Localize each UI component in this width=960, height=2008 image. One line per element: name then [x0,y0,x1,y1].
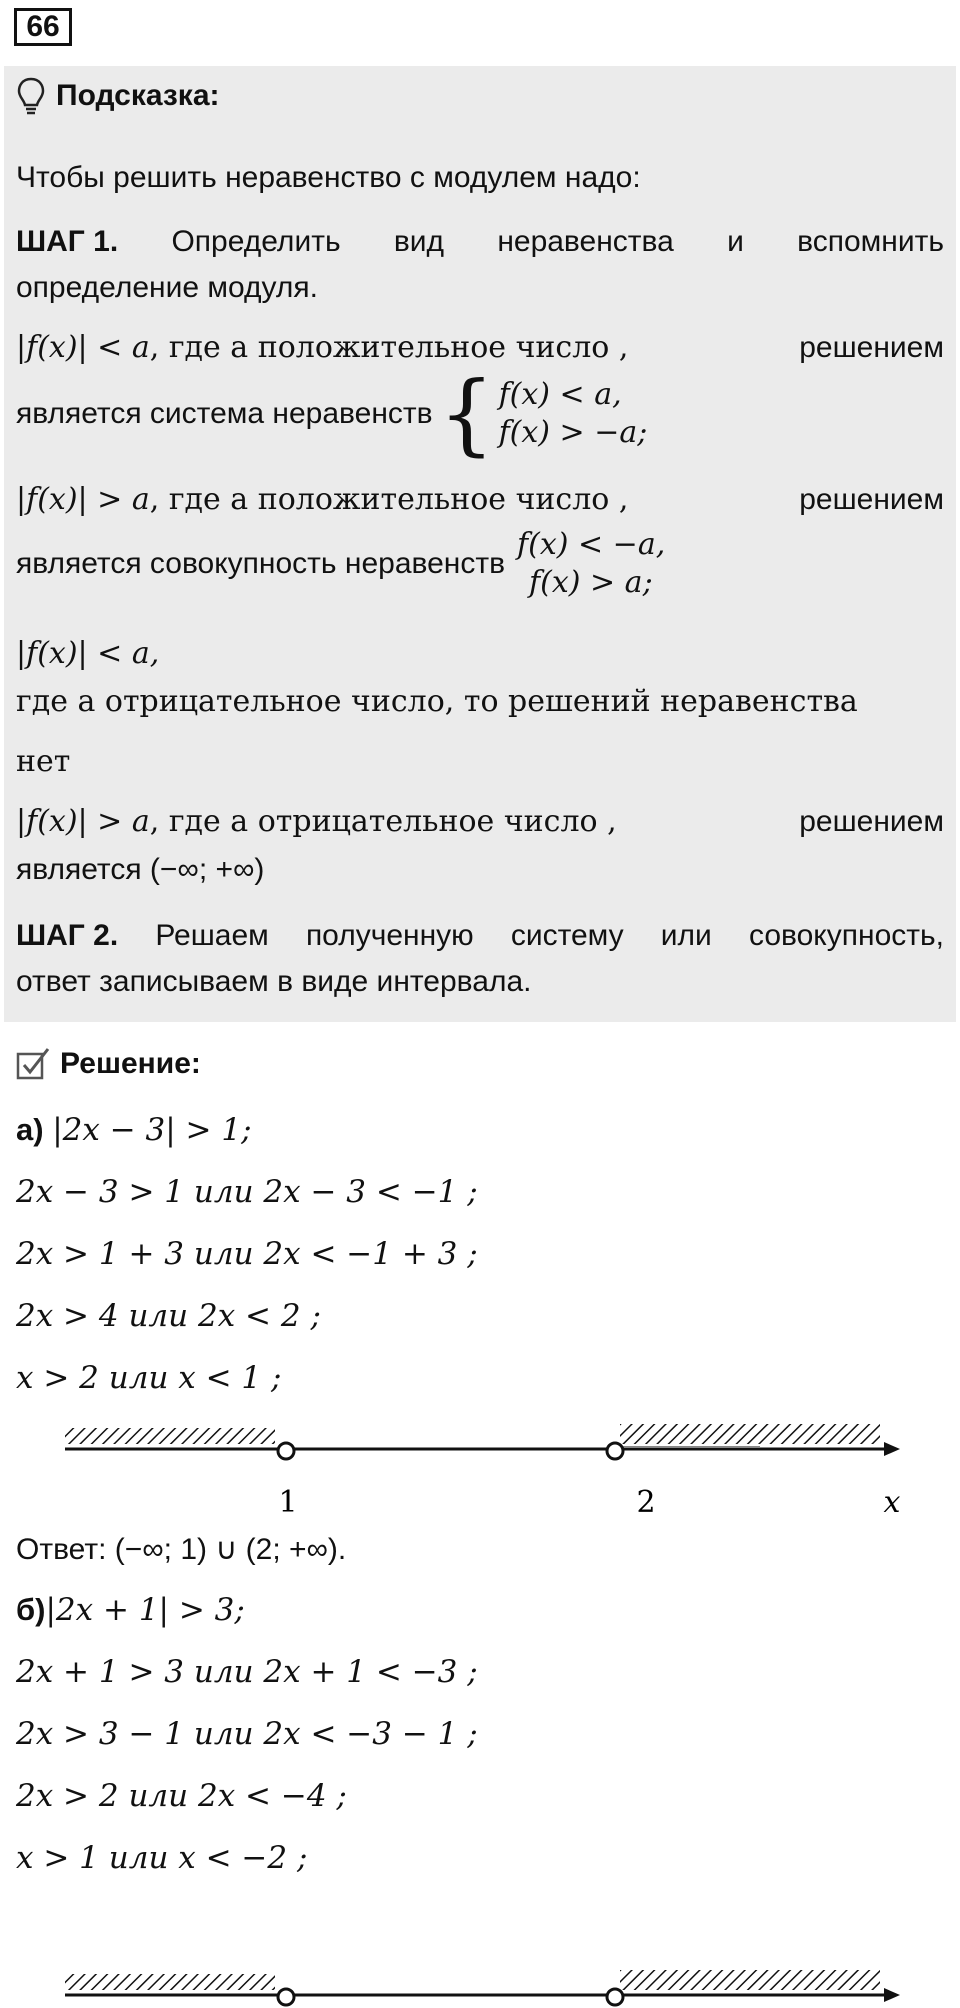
step2-word: систему [510,919,624,952]
case4-text: , где a отрицательное число , [149,804,617,839]
point-label-2: 2 [636,1485,656,1520]
open-point-2 [607,1443,623,1459]
set-eq-1: f(x) < −a, [517,527,666,562]
answer-a: Ответ: (−∞; 1) ∪ (2; +∞). [16,1533,347,1566]
case1-line [16,330,944,366]
part-b-line-4: 2x > 2 или 2x < −4 ; [16,1778,347,1814]
solution-word: решением [799,331,944,364]
step2-line [16,918,944,954]
case2-formula: |f(x)| > a [16,482,150,517]
case3-line2: где a отрицательное число, то решений неравенства [16,684,858,719]
system-eq-2: f(x) > −a; [498,414,648,450]
hint-header [16,76,944,116]
hint-intro: Чтобы решить неравенство с модулем надо: [16,161,641,194]
part-a-line-1 [16,1112,252,1148]
hint-title: Подсказка: [56,79,220,112]
case3-formula: |f(x)| < a, [16,636,160,671]
part-a-line-2: 2x − 3 > 1 или 2x − 3 < −1 ; [16,1174,478,1210]
solution-title: Решение: [60,1047,201,1080]
case2-line [16,482,944,518]
step2-word: Решаем [155,919,269,952]
open-point-2 [607,1989,623,2005]
part-b-line-1 [16,1592,245,1628]
case4-formula: |f(x)| > a [16,804,150,839]
math-line: |2x + 1| > 3; [45,1592,245,1628]
shaded-region-left [65,1974,275,1990]
part-a-line-4: 2x > 4 или 2x < 2 ; [16,1298,321,1334]
step1-word: неравенства [497,225,674,258]
part-b-line-5: x > 1 или x < −2 ; [16,1840,308,1876]
part-b-line-3: 2x > 3 − 1 или 2x < −3 − 1 ; [16,1716,478,1752]
part-b-line-2: 2x + 1 > 3 или 2x + 1 < −3 ; [16,1654,478,1690]
set-eq-2: f(x) > a; [529,564,653,600]
step1-line2: определение модуля. [16,271,318,304]
step1-line [16,224,944,260]
point-label-1: 1 [278,1485,298,1520]
open-point-1 [278,1989,294,2005]
axis-variable: x [883,1485,901,1520]
brace-icon: { [438,362,495,465]
case4-line [16,804,944,840]
system-eq-1: f(x) < a, [498,377,622,413]
problem-number: 66 [14,8,72,46]
axis-arrow-icon [884,1988,900,2002]
axis-arrow-icon [884,1442,900,1456]
step1-word: Определить [171,225,341,258]
solution-word: решением [799,483,944,516]
case1-line2 [16,362,944,465]
case4-line2: является (−∞; +∞) [16,853,265,886]
case3-line3: нет [16,744,71,779]
part-a-line-5: x > 2 или x < 1 ; [16,1360,282,1396]
number-line-a [0,1410,960,1520]
solution-header [16,1046,944,1082]
part-b-label: б) [16,1592,46,1627]
shaded-region-right [620,1970,880,1990]
step2-line2: ответ записываем в виде интервала. [16,965,532,998]
part-a-label: а) [16,1112,44,1147]
step1-label: ШАГ 1. [16,225,119,258]
shaded-region-right [620,1424,880,1444]
checkbox-icon [16,1046,52,1082]
math-line: |2x − 3| > 1; [52,1112,252,1148]
part-a-line-3: 2x > 1 + 3 или 2x < −1 + 3 ; [16,1236,478,1272]
step2-label: ШАГ 2. [16,919,119,952]
open-point-1 [278,1443,294,1459]
step2-word: совокупность, [748,919,944,952]
lightbulb-icon [16,76,46,116]
solution-word: решением [799,805,944,838]
step1-word: вспомнить [797,225,944,258]
step2-word: полученную [305,919,474,952]
case2-text: , где a положительное число , [149,482,629,517]
case2-set-label: является совокупность неравенств [16,546,506,580]
case1-text: , где a положительное число , [149,330,629,365]
step2-word: или [660,919,712,952]
case1-system-label: является система неравенств [16,396,433,430]
shaded-region-left [65,1428,275,1444]
step1-word: и [727,225,744,258]
case1-formula: |f(x)| < a [16,330,150,365]
number-line-b [0,1956,960,2008]
case2-line2 [16,526,944,601]
step1-word: вид [393,225,445,258]
